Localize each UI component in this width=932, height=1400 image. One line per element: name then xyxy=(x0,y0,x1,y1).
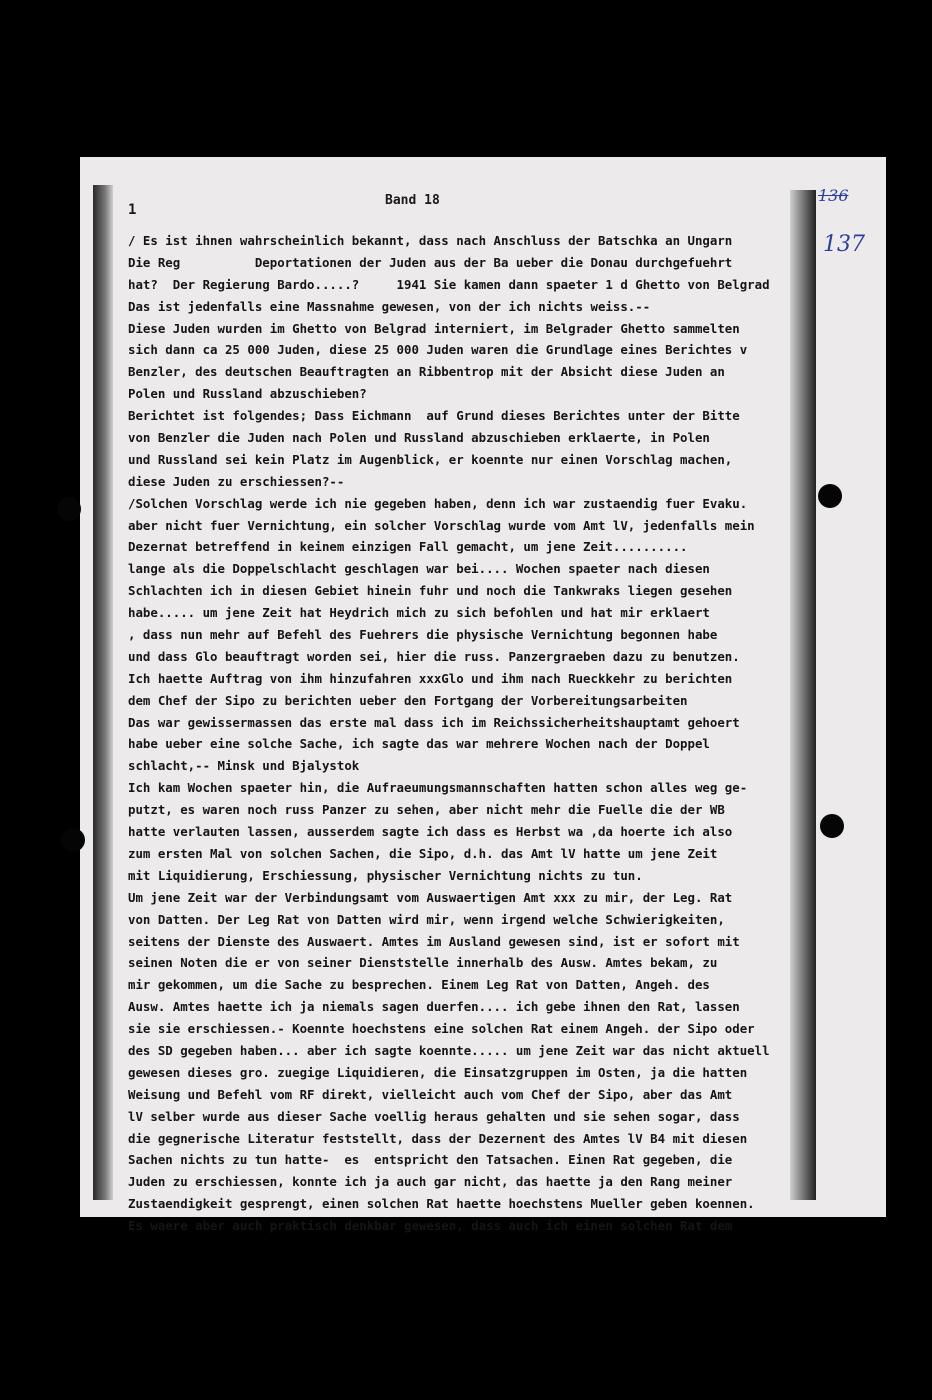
text-line: Ich haette Auftrag von ihm hinzufahren xxxGlo und ihm nach Rueckkehr zu berichten xyxy=(128,670,733,686)
text-line: Polen und Russland abzuschieben? xyxy=(128,386,367,402)
text-line: die gegnerische Literatur feststellt, dass der Dezernent des Amtes lV B4 mit diesen xyxy=(128,1130,748,1146)
handwritten-number: 137 xyxy=(823,232,865,257)
text-line: sich dann ca 25 000 Juden, diese 25 000 Juden waren die Grundlage eines Berichtes v xyxy=(128,342,748,358)
text-line: Berichtet ist folgendes; Dass Eichmann auf Grund dieses Berichtes unter der Bitte xyxy=(128,408,740,424)
text-line: Das war gewissermassen das erste mal dass ich im Reichssicherheitshauptamt gehoert xyxy=(128,714,740,730)
text-line: Zustaendigkeit gesprengt, einen solchen Rat haette hoechstens Mueller geben koennen. xyxy=(128,1196,755,1212)
text-line: hatte verlauten lassen, ausserdem sagte ich dass es Herbst wa ,da hoerte ich also xyxy=(128,824,733,840)
punch-hole xyxy=(57,497,81,521)
text-line: Benzler, des deutschen Beauftragten an Ribbentrop mit der Absicht diese Juden an xyxy=(128,364,725,380)
punch-hole xyxy=(818,484,842,508)
text-line: Das ist jedenfalls eine Massnahme gewesen, von der ich nichts weiss.-- xyxy=(128,298,651,314)
text-line: Diese Juden wurden im Ghetto von Belgrad interniert, im Belgrader Ghetto sammelten xyxy=(128,320,740,336)
text-line: lange als die Doppelschlacht geschlagen war bei.... Wochen spaeter nach diesen xyxy=(128,561,710,577)
text-line: aber nicht fuer Vernichtung, ein solcher Vorschlag wurde vom Amt lV, jedenfalls mein xyxy=(128,517,755,533)
text-line: seitens der Dienste des Auswaert. Amtes im Ausland gewesen sind, ist er sofort mit xyxy=(128,933,740,949)
page-number: 1 xyxy=(128,202,137,218)
text-line: mir gekommen, um die Sache zu besprechen. Einem Leg Rat von Datten, Angeh. des xyxy=(128,977,710,993)
text-line: putzt, es waren noch russ Panzer zu sehen, aber nicht mehr die Fuelle die der WB xyxy=(128,802,725,818)
text-line: und Russland sei kein Platz im Augenblick, er koennte nur einen Vorschlag machen, xyxy=(128,451,733,467)
punch-hole xyxy=(61,828,85,852)
text-line: Dezernat betreffend in keinem einzigen Fall gemacht, um jene Zeit.......... xyxy=(128,539,688,555)
text-line: diese Juden zu erschiessen?-- xyxy=(128,473,345,489)
text-line: seinen Noten die er von seiner Dienststelle innerhalb des Ausw. Amtes bekam, zu xyxy=(128,955,718,971)
page-title: Band 18 xyxy=(385,193,440,208)
text-line: sie sie erschiessen.- Koennte hoechstens eine solchen Rat einem Angeh. der Sipo oder xyxy=(128,1021,755,1037)
text-line: Weisung und Befehl vom RF direkt, vielleicht auch vom Chef der Sipo, aber das Amt xyxy=(128,1086,733,1102)
text-line: gewesen dieses gro. zuegige Liquidieren, die Einsatzgruppen im Osten, ja die hatten xyxy=(128,1064,748,1080)
typewritten-text xyxy=(128,230,800,1237)
text-line: Um jene Zeit war der Verbindungsamt vom Auswaertigen Amt xxx zu mir, der Leg. Rat xyxy=(128,889,733,905)
text-line: schlacht,-- Minsk und Bjalystok xyxy=(128,758,360,774)
text-line: hat? Der Regierung Bardo.....? 1941 Sie kamen dann spaeter 1 d Ghetto von Belgrad xyxy=(128,276,770,292)
text-line: /Solchen Vorschlag werde ich nie gegeben haben, denn ich war zustaendig fuer Evaku. xyxy=(128,495,748,511)
punch-hole xyxy=(820,814,844,838)
text-line: und dass Glo beauftragt worden sei, hier die russ. Panzergraeben dazu zu benutzen. xyxy=(128,648,740,664)
text-line: Ich kam Wochen spaeter hin, die Aufraeumungsmannschaften hatten schon alles weg ge- xyxy=(128,780,748,796)
text-line: von Datten. Der Leg Rat von Datten wird mir, wenn irgend welche Schwierigkeiten, xyxy=(128,911,725,927)
text-line: , dass nun mehr auf Befehl des Fuehrers die physische Vernichtung begonnen habe xyxy=(128,627,718,643)
text-line: lV selber wurde aus dieser Sache voellig heraus gehalten und sie sehen sogar, dass xyxy=(128,1108,740,1124)
text-line: habe..... um jene Zeit hat Heydrich mich zu sich befohlen und hat mir erklaert xyxy=(128,605,710,621)
text-line: zum ersten Mal von solchen Sachen, die Sipo, d.h. das Amt lV hatte um jene Zeit xyxy=(128,845,718,861)
text-line: Die Reg Deportationen der Juden aus der Ba ueber die Donau durchgefuehrt xyxy=(128,254,733,270)
page-left-shadow xyxy=(93,185,113,1200)
text-line: mit Liquidierung, Erschiessung, physischer Vernichtung nichts zu tun. xyxy=(128,867,643,883)
text-line: des SD gegeben haben... aber ich sagte koennte..... um jene Zeit war das nicht aktuell xyxy=(128,1042,770,1058)
text-line: habe ueber eine solche Sache, ich sagte das war mehrere Wochen nach der Doppel xyxy=(128,736,710,752)
handwritten-number-struck: 136 xyxy=(818,186,849,205)
text-line: von Benzler die Juden nach Polen und Russland abzuschieben erklaerte, in Polen xyxy=(128,430,710,446)
text-line: Sachen nichts zu tun hatte- es entspricht den Tatsachen. Einen Rat gegeben, die xyxy=(128,1152,733,1168)
text-line: Juden zu erschiessen, konnte ich ja auch gar nicht, das haette ja den Rang meiner xyxy=(128,1174,733,1190)
text-line: Ausw. Amtes haette ich ja niemals sagen duerfen.... ich gebe ihnen den Rat, lassen xyxy=(128,999,740,1015)
text-line: / Es ist ihnen wahrscheinlich bekannt, dass nach Anschluss der Batschka an Ungarn xyxy=(128,233,733,248)
text-line: dem Chef der Sipo zu berichten ueber den Fortgang der Vorbereitungsarbeiten xyxy=(128,692,688,708)
text-line: Es waere aber auch praktisch denkbar gewesen, dass auch ich einen solchen Rat dem xyxy=(128,1218,733,1234)
text-line: Schlachten ich in diesen Gebiet hinein fuhr und noch die Tankwraks liegen gesehen xyxy=(128,583,733,599)
